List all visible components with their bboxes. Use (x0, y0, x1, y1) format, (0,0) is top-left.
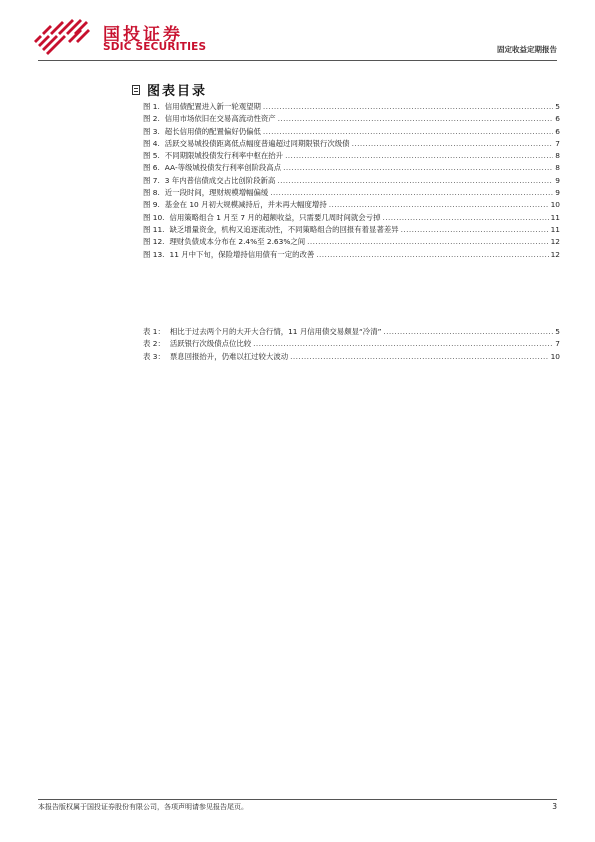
entry-label: 图 10. (143, 212, 165, 222)
entry-title: 活跃银行次级债点位比较 (169, 339, 252, 349)
entry-page: 10 (550, 200, 560, 210)
entry-label: 图 9. (143, 200, 160, 210)
entry-page: 9 (555, 188, 560, 198)
toc-entry-figure-13[interactable] (143, 249, 560, 261)
entry-title: AA-等级城投债发行利率创阶段高点 (164, 163, 282, 173)
dot-leader (278, 113, 554, 125)
entry-title: 近一段时间，理财规模增幅偏缓 (164, 188, 269, 198)
entry-title: 超长信用债的配置偏好仍偏低 (164, 126, 261, 136)
footer-disclaimer: 本报告版权属于国投证券股份有限公司，各项声明请参见报告尾页。 (38, 803, 248, 811)
toc-entry-figure-9[interactable] (143, 199, 560, 211)
entry-title: 11 月中下旬，保险增持信用债有一定的改善 (169, 249, 315, 259)
entry-title: 基金在 10 月初大规模减持后，并未再大幅度增持 (164, 200, 327, 210)
entry-label: 图 5. (143, 151, 160, 161)
dot-leader (382, 212, 548, 224)
entry-page: 5 (555, 102, 560, 111)
entry-page: 5 (555, 327, 560, 336)
dot-leader (290, 351, 548, 363)
toc-entry-figure-6[interactable] (143, 162, 560, 174)
dot-leader (270, 187, 553, 199)
entry-label: 表 3： (143, 351, 165, 361)
logo-english-name: SDIC SECURITIES (103, 41, 207, 53)
entry-title: 信用市场依旧在交易高流动性资产 (164, 114, 276, 124)
toc-entry-figure-12[interactable] (143, 236, 560, 248)
entry-page: 11 (550, 212, 560, 222)
toc-entry-figure-4[interactable] (143, 138, 560, 150)
entry-label: 图 1. (143, 102, 160, 111)
figure-list (143, 101, 560, 261)
entry-page: 12 (550, 249, 560, 259)
entry-label: 图 6. (143, 163, 160, 173)
entry-label: 表 2： (143, 339, 165, 349)
entry-label: 图 2. (143, 114, 160, 124)
toc-entry-figure-3[interactable] (143, 126, 560, 138)
entry-page: 12 (550, 237, 560, 247)
footer-divider (38, 799, 557, 800)
dot-leader (285, 150, 553, 162)
document-icon (132, 85, 140, 95)
toc-entry-table-2[interactable] (143, 338, 560, 350)
entry-label: 图 13. (143, 249, 165, 259)
dot-leader (253, 338, 553, 350)
dot-leader (263, 101, 553, 113)
dot-leader (383, 326, 553, 338)
toc-entry-figure-5[interactable] (143, 150, 560, 162)
entry-label: 表 1： (143, 327, 165, 336)
entry-page: 6 (555, 114, 560, 124)
header-divider (38, 60, 557, 61)
entry-title: 相比于过去两个月的大开大合行情，11 月信用债交易颇显“冷清” (169, 327, 382, 336)
dot-leader (316, 249, 548, 261)
report-type-label: 固定收益定期报告 (497, 45, 557, 54)
entry-title: 理财负债成本分布在 2.4%至 2.63%之间 (169, 237, 306, 247)
toc-entry-table-3[interactable] (143, 351, 560, 363)
dot-leader (283, 162, 553, 174)
dot-leader (307, 236, 548, 248)
entry-title: 票息回报抬升，仍难以扛过较大波动 (169, 351, 289, 361)
entry-page: 8 (555, 163, 560, 173)
dot-leader (329, 199, 549, 211)
entry-label: 图 12. (143, 237, 165, 247)
entry-title: 活跃交易城投债距离低点幅度普遍超过同期限银行次级债 (164, 138, 350, 148)
entry-title: 信用债配置进入新一轮观望期 (164, 102, 261, 111)
table-list (143, 326, 560, 363)
entry-page: 8 (555, 151, 560, 161)
toc-entry-table-1[interactable] (143, 326, 560, 338)
entry-label: 图 3. (143, 126, 160, 136)
toc-entry-figure-7[interactable] (143, 175, 560, 187)
sdic-logo-icon (32, 17, 92, 57)
dot-leader (263, 126, 553, 138)
page-number: 3 (552, 802, 557, 811)
entry-page: 6 (555, 126, 560, 136)
toc-heading (132, 80, 207, 99)
toc-entry-figure-2[interactable] (143, 113, 560, 125)
toc-entry-figure-11[interactable] (143, 224, 560, 236)
entry-label: 图 8. (143, 188, 160, 198)
entry-title: 3 年内普信债成交占比创阶段新高 (164, 175, 276, 185)
entry-page: 7 (555, 138, 560, 148)
dot-leader (352, 138, 554, 150)
entry-page: 9 (555, 175, 560, 185)
entry-title: 不同期限城投债发行利率中枢在抬升 (164, 151, 284, 161)
entry-title: 缺乏增量资金，机构又追逐流动性，不同策略组合的回报有着显著差异 (169, 224, 399, 234)
dot-leader (401, 224, 549, 236)
entry-label: 图 4. (143, 138, 160, 148)
toc-entry-figure-8[interactable] (143, 187, 560, 199)
logo-chinese-name: 国投证券 (103, 25, 183, 45)
toc-title: 图表目录 (147, 84, 208, 99)
entry-page: 11 (550, 224, 560, 234)
dot-leader (277, 175, 553, 187)
entry-title: 信用策略组合 1 月至 7 月的超额收益，只需要几周时间就会亏掉 (169, 212, 381, 222)
entry-page: 7 (555, 339, 560, 349)
toc-entry-figure-1[interactable] (143, 101, 560, 113)
entry-label: 图 11. (143, 224, 165, 234)
page-header (0, 0, 595, 70)
entry-page: 10 (550, 351, 560, 361)
toc-entry-figure-10[interactable] (143, 212, 560, 224)
entry-label: 图 7. (143, 175, 160, 185)
